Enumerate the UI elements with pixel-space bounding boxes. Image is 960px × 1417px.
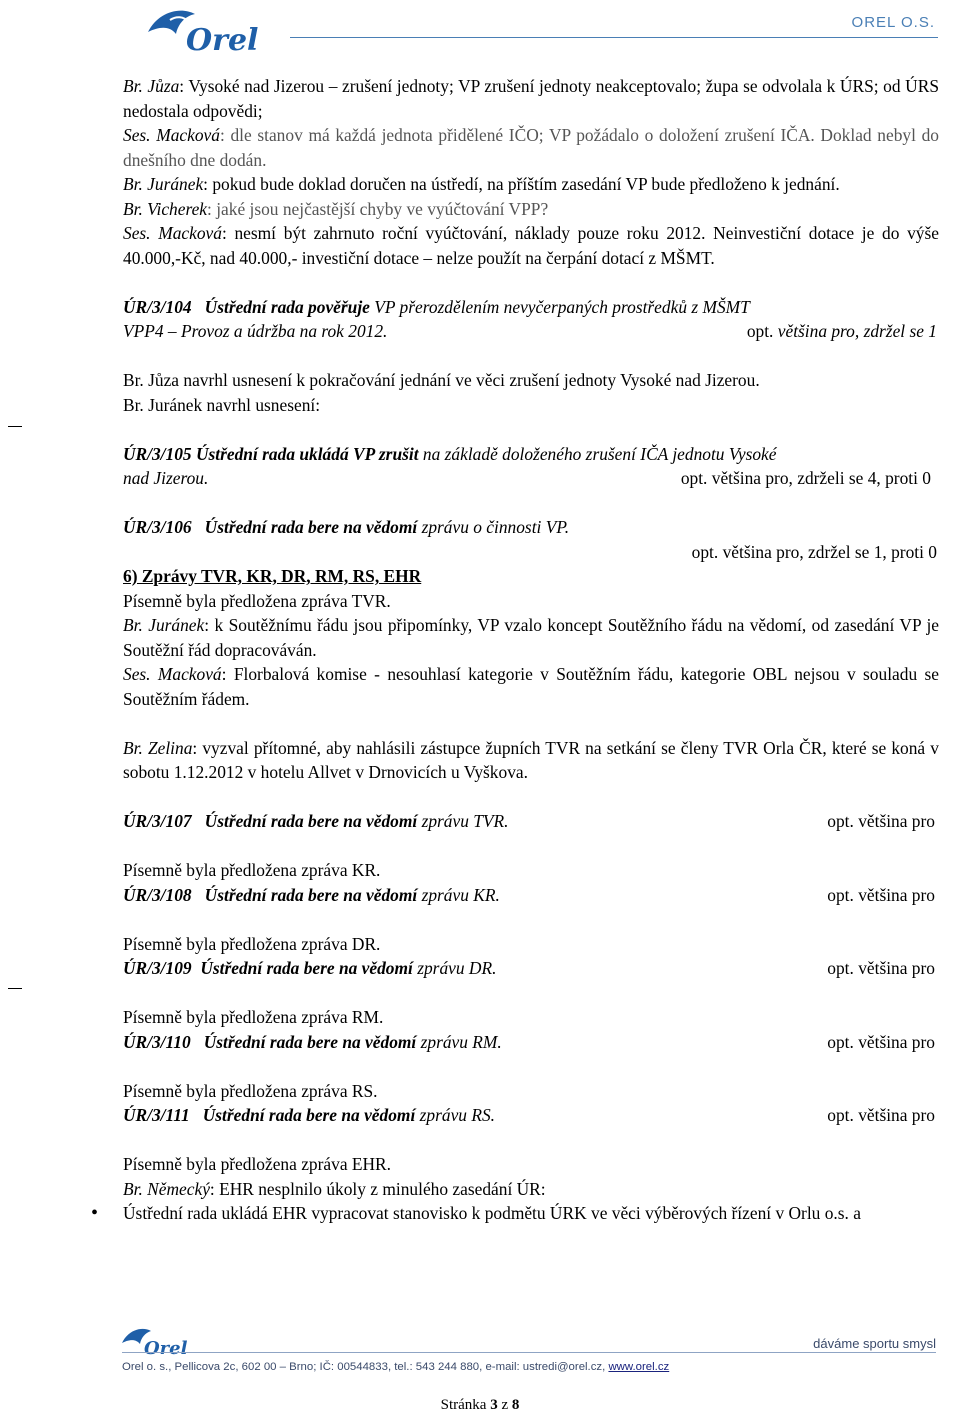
footer-address: Orel o. s., Pellicova 2c, 602 00 – Brno; IČ: 00544833, tel.: 543 244 880, e-mail: ustredi@orel.cz, www.orel.cz xyxy=(122,1361,670,1373)
margin-mark xyxy=(8,988,22,989)
resolution-111: ÚR/3/111 Ústřední rada bere na vědomí zprávu RS. opt. většina pro xyxy=(123,1105,935,1125)
page-number: Stránka 3 z 8 xyxy=(440,1397,520,1413)
speaker-name: Br. Vicherek xyxy=(123,198,208,219)
document-body xyxy=(91,74,940,1226)
paragraph: Br. Jůza: Vysoké nad Jizerou – zrušení jednoty; VP zrušení jednoty neakceptovalo; župa se odvolala k ÚRS; od ÚRS nedostala odpovědi; xyxy=(123,76,939,121)
speaker-name: Br. Zelina xyxy=(123,737,193,758)
orel-logo xyxy=(140,4,280,54)
svg-text:Orel: Orel xyxy=(144,1338,188,1357)
paragraph: Br. Německý: EHR nesplnilo úkoly z minulého zasedání ÚR: xyxy=(123,1178,546,1199)
speaker-name: Ses. Macková xyxy=(123,125,220,145)
paragraph: Písemně byla předložena zpráva TVR. xyxy=(123,590,391,611)
paragraph: Br. Jůza navrhl usnesení k pokračování jednání ve věci zrušení jednoty Vysoké nad Jizerou. xyxy=(123,370,760,390)
speaker-name: Br. Juránek xyxy=(123,615,205,635)
paragraph: Písemně byla předložena zpráva DR. xyxy=(123,933,381,954)
paragraph: Ses. Macková: Florbalová komise - nesouhlasí kategorie v Soutěžním řádu, kategorie OBL nejsou v souladu se Soutěžním řádem. xyxy=(123,664,939,709)
speaker-name: Ses. Macková xyxy=(123,223,222,243)
resolution-110: ÚR/3/110 Ústřední rada bere na vědomí zprávu RM. opt. většina pro xyxy=(123,1031,935,1052)
paragraph: Br. Juránek: k Soutěžnímu řádu jsou připomínky, VP vzalo koncept Soutěžního řádu na vědomí, od zasedání VP je Soutěžní řád dopracováván. xyxy=(123,615,939,660)
speaker-name: Br. Německý xyxy=(123,1178,210,1199)
paragraph: Písemně byla předložena zpráva RS. xyxy=(123,1080,378,1101)
resolution-106: ÚR/3/106 Ústřední rada bere na vědomí zprávu o činnosti VP. xyxy=(123,517,570,537)
paragraph: Br. Juránek: pokud bude doklad doručen na ústředí, na příštím zasedání VP bude předloženo k jednání. xyxy=(123,174,840,194)
logo-text: Orel xyxy=(186,23,259,54)
resolution-104: ÚR/3/104 Ústřední rada pověřuje VP přerozdělením nevyčerpaných prostředků z MŠMT xyxy=(123,296,750,317)
resolution-108: ÚR/3/108 Ústřední rada bere na vědomí zprávu KR. opt. většina pro xyxy=(123,884,935,905)
resolution-106-vote-row: opt. většina pro, zdržel se 1, proti 0 xyxy=(691,541,937,562)
header-rule xyxy=(290,37,938,38)
paragraph: Písemně byla předložena zpráva KR. xyxy=(123,860,381,880)
speaker-name: Ses. Macková xyxy=(123,664,222,684)
paragraph: Br. Juránek navrhl usnesení: xyxy=(123,394,321,415)
speaker-name: Br. Jůza xyxy=(123,76,180,96)
footer-web-link[interactable]: www.orel.cz xyxy=(608,1361,670,1373)
resolution-104-vote-row: VPP4 – Provoz a údržba na rok 2012. opt. většina pro, zdržel se 1 xyxy=(123,321,937,341)
org-name: OREL O.S. xyxy=(851,14,935,31)
paragraph: Br. Vicherek: jaké jsou nejčastější chyby ve vyúčtování VPP? xyxy=(123,198,549,219)
resolution-109: ÚR/3/109 Ústřední rada bere na vědomí zprávu DR. opt. většina pro xyxy=(123,958,935,978)
paragraph: Písemně byla předložena zpráva EHR. xyxy=(123,1154,392,1174)
paragraph: Ses. Macková: dle stanov má každá jednota přidělené IČO; VP požádalo o doložení zrušení IČA. Doklad nebyl do dnešního dne dodán. xyxy=(123,125,940,170)
paragraph: Písemně byla předložena zpráva RM. xyxy=(123,1007,384,1027)
paragraph: Ses. Macková: nesmí být zahrnuto roční vyúčtování, náklady pouze roku 2012. Neinvestiční dotace je do výše 40.000,-Kč, nad 40.000,- investiční dotace – nelze použít na čerpání dotací z MŠMT. xyxy=(123,223,939,268)
paragraph: Br. Zelina: vyzval přítomné, aby nahlásili zástupce župních TVR na setkání se členy TVR Orla ČR, které se koná v sobotu 1.12.2012 v hotelu Allvet v Drnovicích u Vyškova. xyxy=(123,737,939,782)
footer-slogan: dáváme sportu smysl xyxy=(813,1336,936,1351)
resolution-105-vote-row: nad Jizerou. opt. většina pro, zdrželi se 4, proti 0 xyxy=(123,468,931,488)
footer-rule xyxy=(122,1352,936,1353)
list-item: • Ústřední rada ukládá EHR vypracovat stanovisko k podmětu ÚRK ve věci výběrových řízení v Orlu o.s. a xyxy=(61,1201,939,1226)
section-heading: 6) Zprávy TVR, KR, DR, RM, RS, EHR xyxy=(123,566,422,586)
margin-mark xyxy=(8,426,22,427)
speaker-name: Br. Juránek xyxy=(123,174,204,194)
bullet-icon: • xyxy=(91,1202,99,1224)
resolution-105: ÚR/3/105 Ústřední rada ukládá VP zrušit na základě doloženého zrušení IČA jednotu Vysoké xyxy=(123,443,777,464)
resolution-107: ÚR/3/107 Ústřední rada bere na vědomí zprávu TVR. opt. většina pro xyxy=(123,811,935,831)
